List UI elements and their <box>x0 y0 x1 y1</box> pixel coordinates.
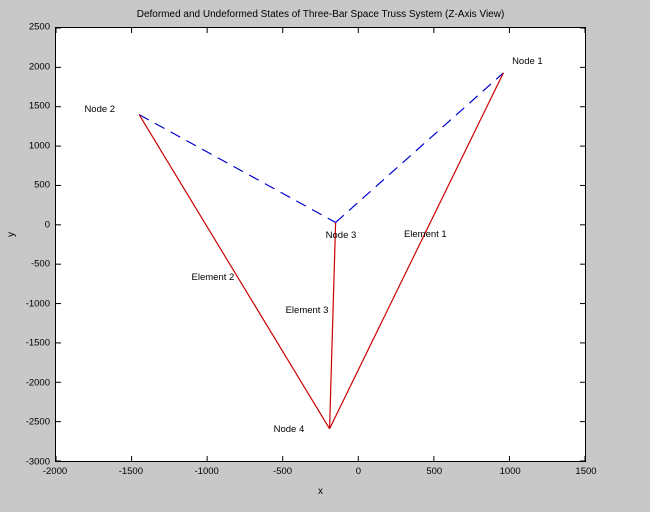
node-label-2: Node 2 <box>84 104 116 115</box>
plot-axes <box>55 27 586 462</box>
y-axis-label: y <box>6 232 17 237</box>
plot-canvas <box>56 28 585 461</box>
y-tick-label-8: 1000 <box>28 140 50 152</box>
y-tick-label-7: 500 <box>34 179 50 191</box>
y-tick-label-4: -1000 <box>25 298 50 310</box>
y-tick-label-10: 2000 <box>28 61 50 73</box>
element-label-2: Element 2 <box>191 272 235 284</box>
series-1-segment-0 <box>139 115 329 429</box>
y-tick-label-3: -1500 <box>25 337 50 349</box>
x-axis-label: x <box>318 486 323 497</box>
y-tick-label-5: -500 <box>30 258 50 270</box>
x-tick-label-1: -1500 <box>118 466 143 477</box>
x-tick-label-6: 1000 <box>499 466 521 477</box>
node-label-1: Node 1 <box>512 56 543 68</box>
x-tick-label-3: -500 <box>273 466 293 477</box>
y-tick-label-1: -2500 <box>25 416 50 428</box>
x-tick-label-0: -2000 <box>42 466 68 477</box>
data-series-layer <box>139 73 503 429</box>
series-1-segment-2 <box>330 222 336 428</box>
series-0-segment-0 <box>139 115 335 223</box>
node-label-3: Node 3 <box>325 230 357 242</box>
y-tick-label-2: -2000 <box>25 377 50 389</box>
y-tick-label-11: 2500 <box>28 21 50 33</box>
y-tick-label-0: -3000 <box>25 456 50 468</box>
x-tick-label-2: -1000 <box>194 466 219 477</box>
x-tick-label-4: 0 <box>355 466 362 477</box>
x-tick-label-5: 500 <box>426 466 443 477</box>
element-label-3: Element 3 <box>285 304 329 316</box>
element-label-1: Element 1 <box>403 228 447 240</box>
series-1-segment-1 <box>330 73 504 429</box>
y-tick-label-9: 1500 <box>28 100 50 112</box>
series-0-segment-1 <box>336 73 504 223</box>
tick-marks-layer <box>56 28 585 461</box>
chart-title: Deformed and Undeformed States of Three-Bar Space Truss System (Z-Axis View) <box>136 9 505 20</box>
node-label-4: Node 4 <box>273 423 305 435</box>
y-tick-label-6: 0 <box>44 219 50 231</box>
x-tick-label-7: 1500 <box>575 466 597 477</box>
